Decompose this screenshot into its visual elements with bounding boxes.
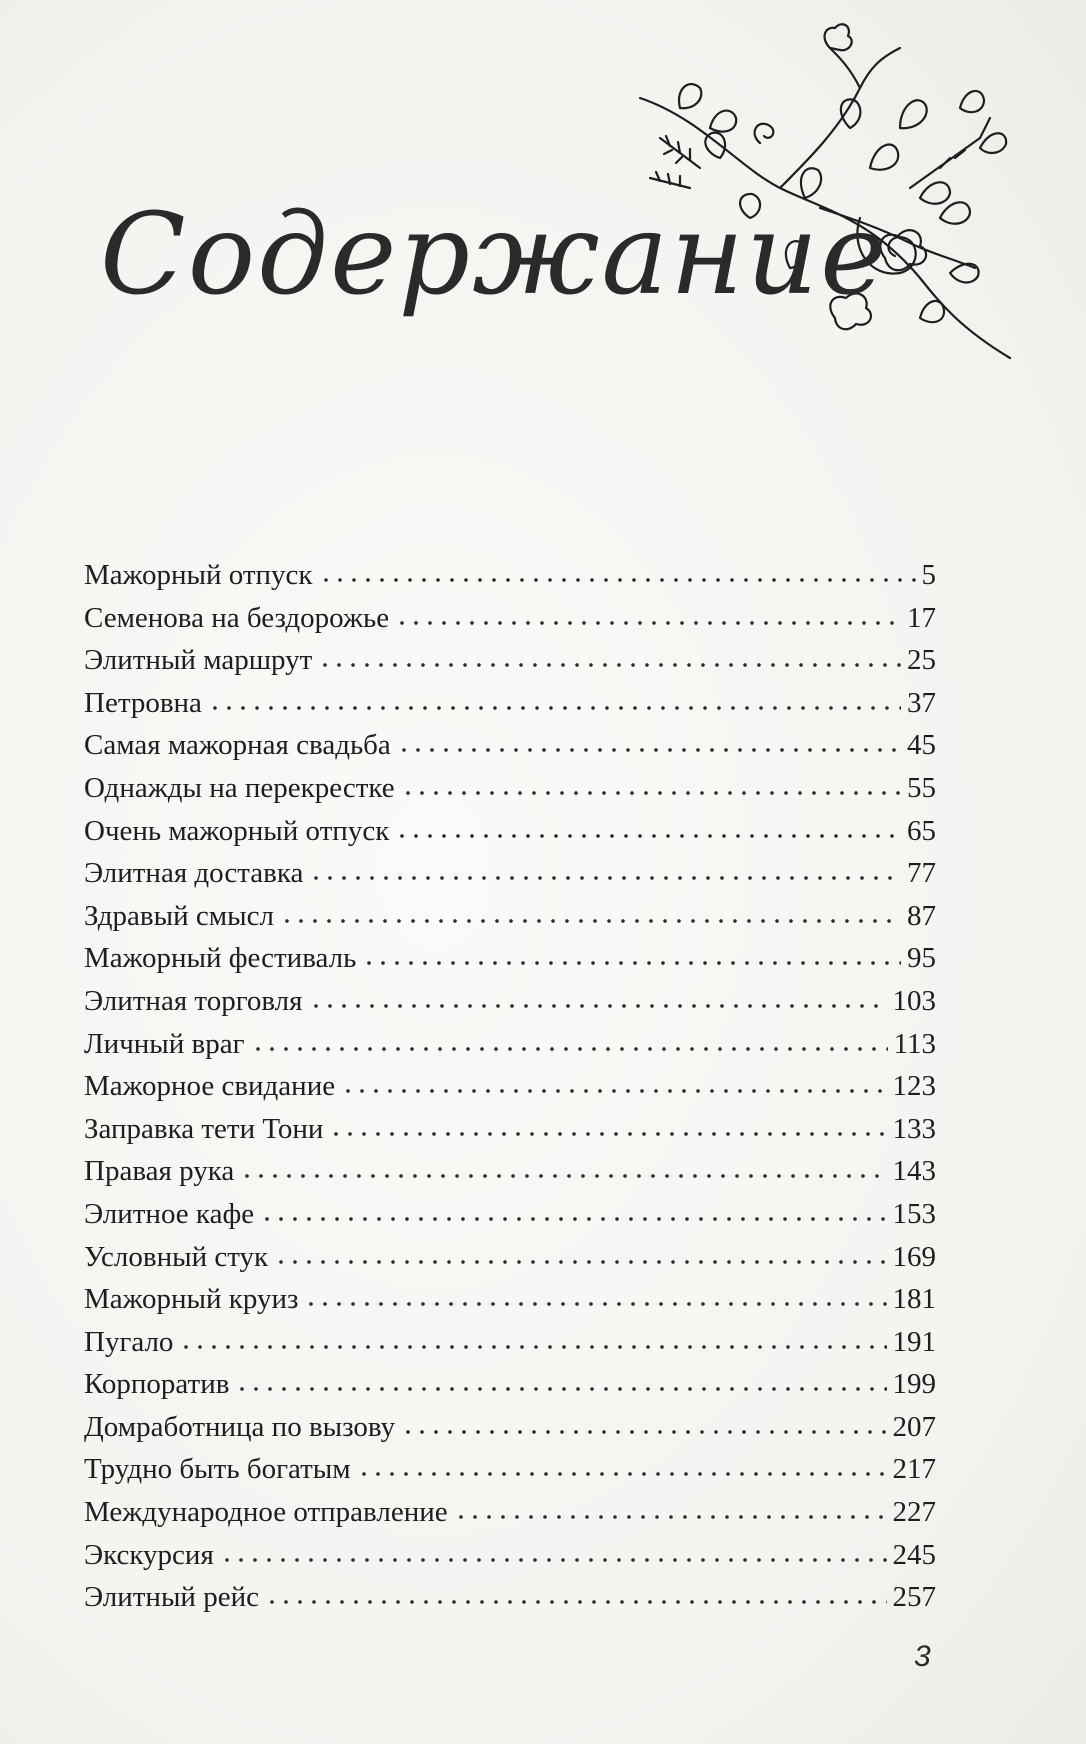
toc-entry-title: Петровна (84, 686, 202, 719)
toc-entry-title: Мажорный фестиваль (84, 942, 357, 975)
dot-leader (362, 938, 901, 967)
dot-leader (251, 1024, 888, 1053)
toc-entry[interactable] (84, 1577, 936, 1620)
toc-entry-page: 199 (892, 1368, 936, 1401)
toc-entry-page: 17 (907, 601, 936, 634)
toc-entry[interactable] (84, 683, 936, 726)
toc-entry-page: 55 (907, 771, 936, 804)
toc-entry[interactable] (84, 853, 936, 896)
dot-leader (309, 981, 887, 1010)
dot-leader (401, 1407, 886, 1436)
dot-leader (235, 1364, 886, 1393)
dot-leader (329, 1109, 886, 1138)
toc-entry-page: 133 (892, 1112, 936, 1145)
toc-entry-page: 169 (892, 1240, 936, 1273)
dot-leader (401, 768, 901, 797)
toc-entry-page: 227 (892, 1496, 936, 1529)
toc-entry[interactable] (84, 1279, 936, 1322)
toc-entry[interactable] (84, 1109, 936, 1152)
toc-entry[interactable] (84, 1237, 936, 1280)
toc-entry-page: 103 (892, 984, 936, 1017)
toc-entry-page: 25 (907, 644, 936, 677)
toc-entry[interactable] (84, 1024, 936, 1067)
toc-entry-page: 153 (892, 1197, 936, 1230)
toc-entry-title: Элитная доставка (84, 857, 304, 890)
toc-entry-title: Корпоратив (84, 1368, 230, 1401)
toc-entry[interactable] (84, 555, 936, 598)
toc-entry[interactable] (84, 768, 936, 811)
toc-entry-page: 95 (907, 942, 936, 975)
dot-leader (309, 853, 901, 882)
page-number: 3 (914, 1640, 931, 1673)
toc-entry[interactable] (84, 1492, 936, 1535)
toc-entry[interactable] (84, 896, 936, 939)
toc-entry-page: 65 (907, 814, 936, 847)
toc-entry[interactable] (84, 981, 936, 1024)
toc-entry-title: Здравый смысл (84, 899, 274, 932)
toc-entry-title: Элитный маршрут (84, 644, 313, 677)
toc-entry-title: Семенова на бездорожье (84, 601, 390, 634)
dot-leader (395, 811, 901, 840)
toc-entry-title: Пугало (84, 1325, 174, 1358)
toc-entry-page: 217 (892, 1453, 936, 1486)
toc-entry-page: 87 (907, 899, 936, 932)
toc-entry[interactable] (84, 1151, 936, 1194)
toc-entry-page: 143 (892, 1155, 936, 1188)
toc-entry[interactable] (84, 1407, 936, 1450)
dot-leader (179, 1322, 886, 1351)
dot-leader (304, 1279, 886, 1308)
toc-entry-title: Мажорный отпуск (84, 559, 313, 591)
toc-entry[interactable] (84, 1066, 936, 1109)
toc-entry-page: 245 (892, 1538, 936, 1571)
dot-leader (454, 1492, 887, 1521)
toc-entry-page: 5 (921, 559, 936, 591)
dot-leader (318, 640, 901, 669)
toc-entry-page: 77 (907, 857, 936, 890)
toc-entry-title: Условный стук (84, 1240, 269, 1273)
toc-entry[interactable] (84, 1322, 936, 1365)
dot-leader (274, 1237, 886, 1266)
dot-leader (341, 1066, 886, 1095)
toc-entry-page: 113 (893, 1027, 936, 1060)
toc-entry-title: Элитная торговля (84, 984, 303, 1017)
toc-entry-title: Заправка тети Тони (84, 1112, 324, 1145)
toc-entry-title: Трудно быть богатым (84, 1453, 351, 1486)
toc-entry-title: Домработница по вызову (84, 1410, 396, 1443)
toc-entry-title: Самая мажорная свадьба (84, 729, 391, 762)
toc-entry[interactable] (84, 1194, 936, 1237)
dot-leader (280, 896, 901, 925)
toc-entry-title: Личный враг (84, 1027, 245, 1060)
toc-entry-page: 181 (892, 1283, 936, 1316)
toc-entry[interactable] (84, 640, 936, 683)
toc-entry-title: Мажорный круиз (84, 1283, 299, 1316)
dot-leader (395, 598, 901, 627)
dot-leader (357, 1449, 887, 1478)
toc-entry-page: 191 (892, 1325, 936, 1358)
table-of-contents (84, 555, 936, 1620)
toc-entry-title: Международное отправление (84, 1496, 448, 1529)
toc-entry[interactable] (84, 938, 936, 981)
toc-entry[interactable] (84, 598, 936, 641)
dot-leader (220, 1535, 887, 1564)
page-title: Содержание (100, 190, 889, 320)
toc-entry-title: Очень мажорный отпуск (84, 814, 390, 847)
toc-entry-page: 37 (907, 686, 936, 719)
toc-entry[interactable] (84, 811, 936, 854)
toc-entry[interactable] (84, 725, 936, 768)
toc-entry[interactable] (84, 1449, 936, 1492)
toc-entry-page: 45 (907, 729, 936, 762)
dot-leader (260, 1194, 886, 1223)
dot-leader (240, 1151, 886, 1180)
toc-entry-page: 207 (892, 1410, 936, 1443)
dot-leader (397, 725, 901, 754)
dot-leader (208, 683, 901, 712)
toc-entry-title: Элитный рейс (84, 1581, 259, 1614)
dot-leader (319, 555, 916, 584)
toc-entry-page: 123 (892, 1070, 936, 1103)
toc-entry-title: Экскурсия (84, 1538, 214, 1571)
toc-entry-page: 257 (892, 1581, 936, 1614)
toc-entry-title: Однажды на перекрестке (84, 771, 395, 804)
toc-entry[interactable] (84, 1535, 936, 1578)
toc-entry-title: Мажорное свидание (84, 1070, 336, 1103)
dot-leader (265, 1577, 887, 1606)
toc-entry-title: Правая рука (84, 1155, 235, 1188)
toc-entry-title: Элитное кафе (84, 1197, 255, 1230)
toc-entry[interactable] (84, 1364, 936, 1407)
